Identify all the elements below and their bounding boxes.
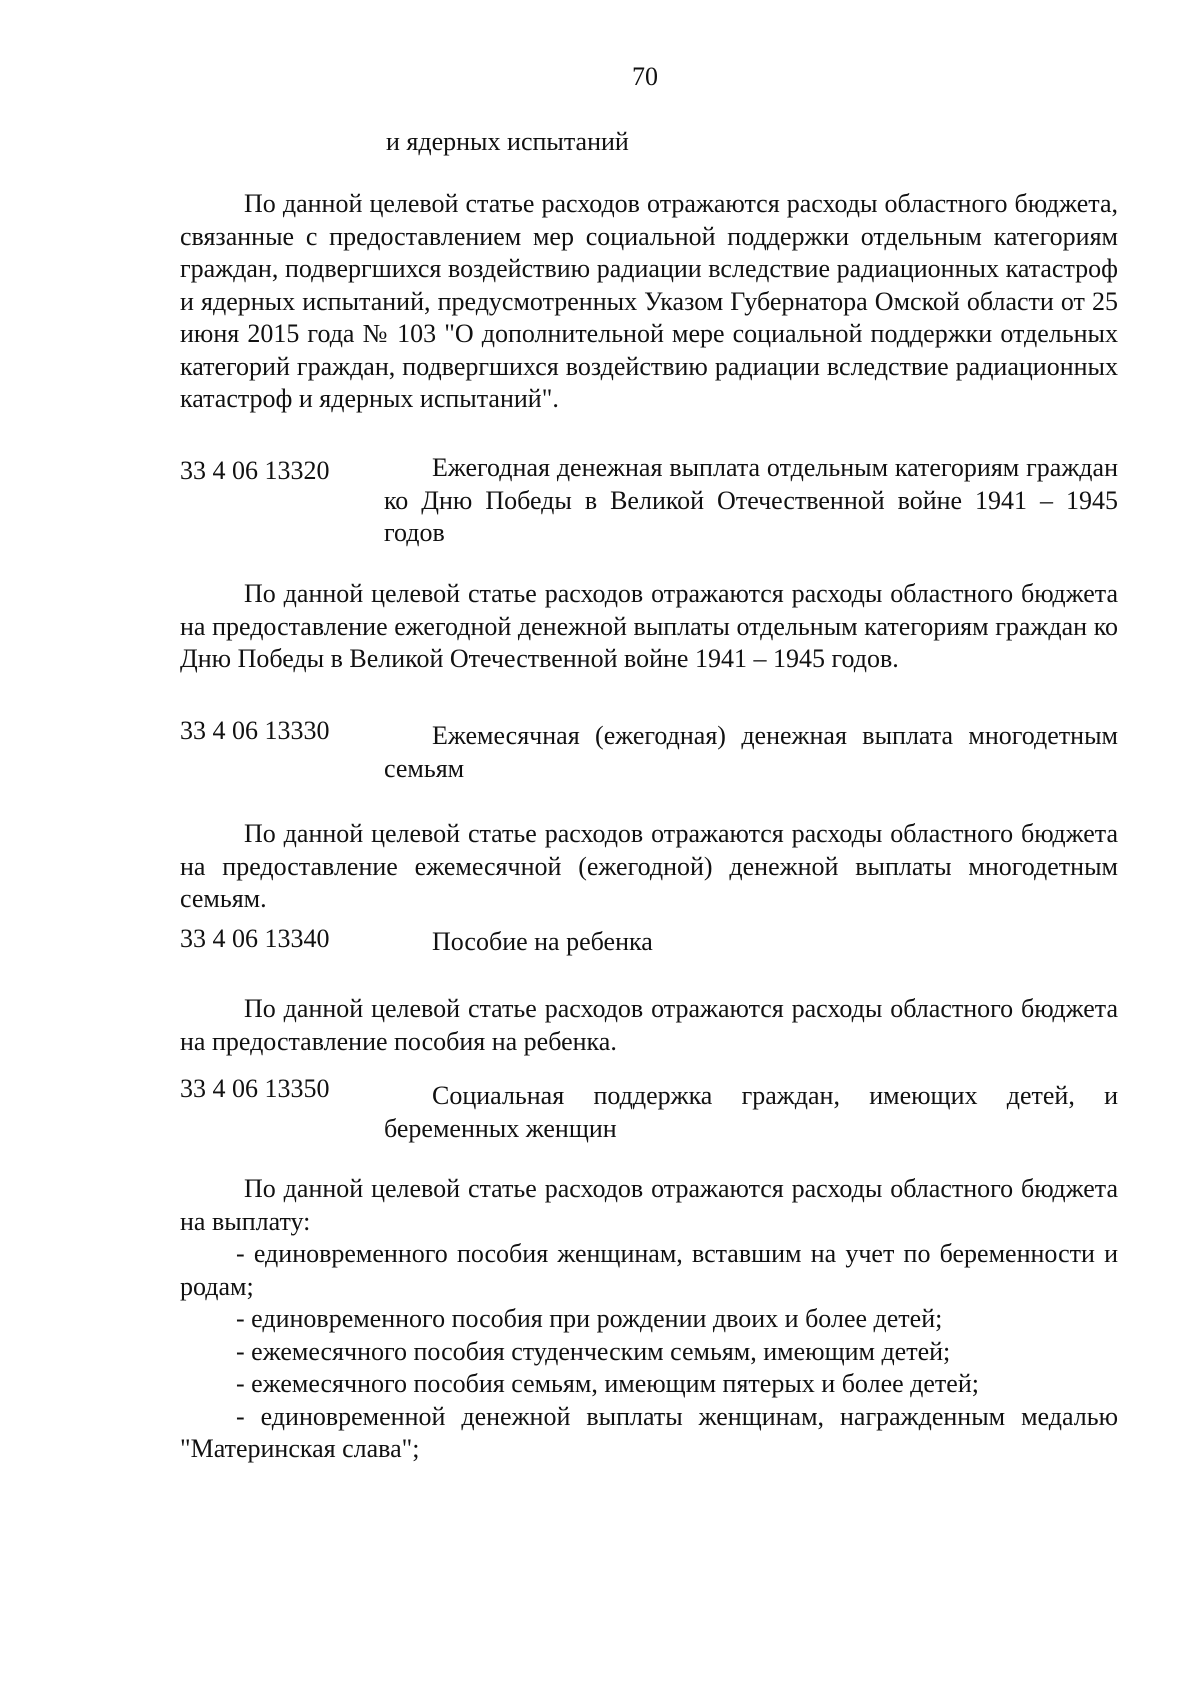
section-description: По данной целевой статье расходов отражаются расходы областного бюджета на предоставление ежегодной денежной выплаты отдельным категориям граждан ко Дню Победы в Великой Отечественной войне 1941 – 1945 годов.: [180, 579, 1118, 673]
page-number: 70: [632, 62, 658, 91]
section-description: По данной целевой статье расходов отражаются расходы областного бюджета на выплату:: [180, 1174, 1118, 1236]
list-item: - ежемесячного пособия семьям, имеющим пятерых и более детей;: [236, 1369, 979, 1398]
section-description: По данной целевой статье расходов отражаются расходы областного бюджета на предоставление ежемесячной (ежегодной) денежной выплаты многодетным семьям.: [180, 819, 1118, 913]
budget-item-title: Социальная поддержка граждан, имеющих детей, и беременных женщин: [384, 1081, 1118, 1143]
budget-code: 33 4 06 13330: [180, 716, 330, 745]
budget-item-title: Ежемесячная (ежегодная) денежная выплата многодетным семьям: [384, 721, 1118, 783]
list-item: - единовременного пособия женщинам, вставшим на учет по беременности и родам;: [180, 1239, 1118, 1301]
budget-item-title: Пособие на ребенка: [432, 927, 653, 956]
list-item: - единовременной денежной выплаты женщинам, награжденным медалью "Материнская слава";: [180, 1401, 1118, 1463]
section-heading-continuation: и ядерных испытаний: [386, 127, 629, 156]
list-item: - единовременного пособия при рождении двоих и более детей;: [236, 1304, 943, 1333]
payment-list: [180, 1238, 1118, 1466]
budget-code: 33 4 06 13350: [180, 1074, 330, 1103]
budget-code: 33 4 06 13340: [180, 924, 330, 953]
section-description: По данной целевой статье расходов отражаются расходы областного бюджета на предоставление пособия на ребенка.: [180, 994, 1118, 1056]
budget-item-title: Ежегодная денежная выплата отдельным категориям граждан ко Дню Победы в Великой Отечественной войне 1941 – 1945 годов: [384, 453, 1118, 547]
section-description: По данной целевой статье расходов отражаются расходы областного бюджета, связанные с предоставлением мер социальной поддержки отдельным категориям граждан, подвергшихся воздействию радиации вследствие радиационных катастроф и ядерных испытаний, предусмотренных Указом Губернатора Омской области от 25 июня 2015 года № 103 "О дополнительной мере социальной поддержки отдельных категорий граждан, подвергшихся воздействию радиации вследствие радиационных катастроф и ядерных испытаний".: [180, 189, 1118, 413]
list-item: - ежемесячного пособия студенческим семьям, имеющим детей;: [236, 1336, 951, 1366]
budget-code: 33 4 06 13320: [180, 456, 330, 485]
